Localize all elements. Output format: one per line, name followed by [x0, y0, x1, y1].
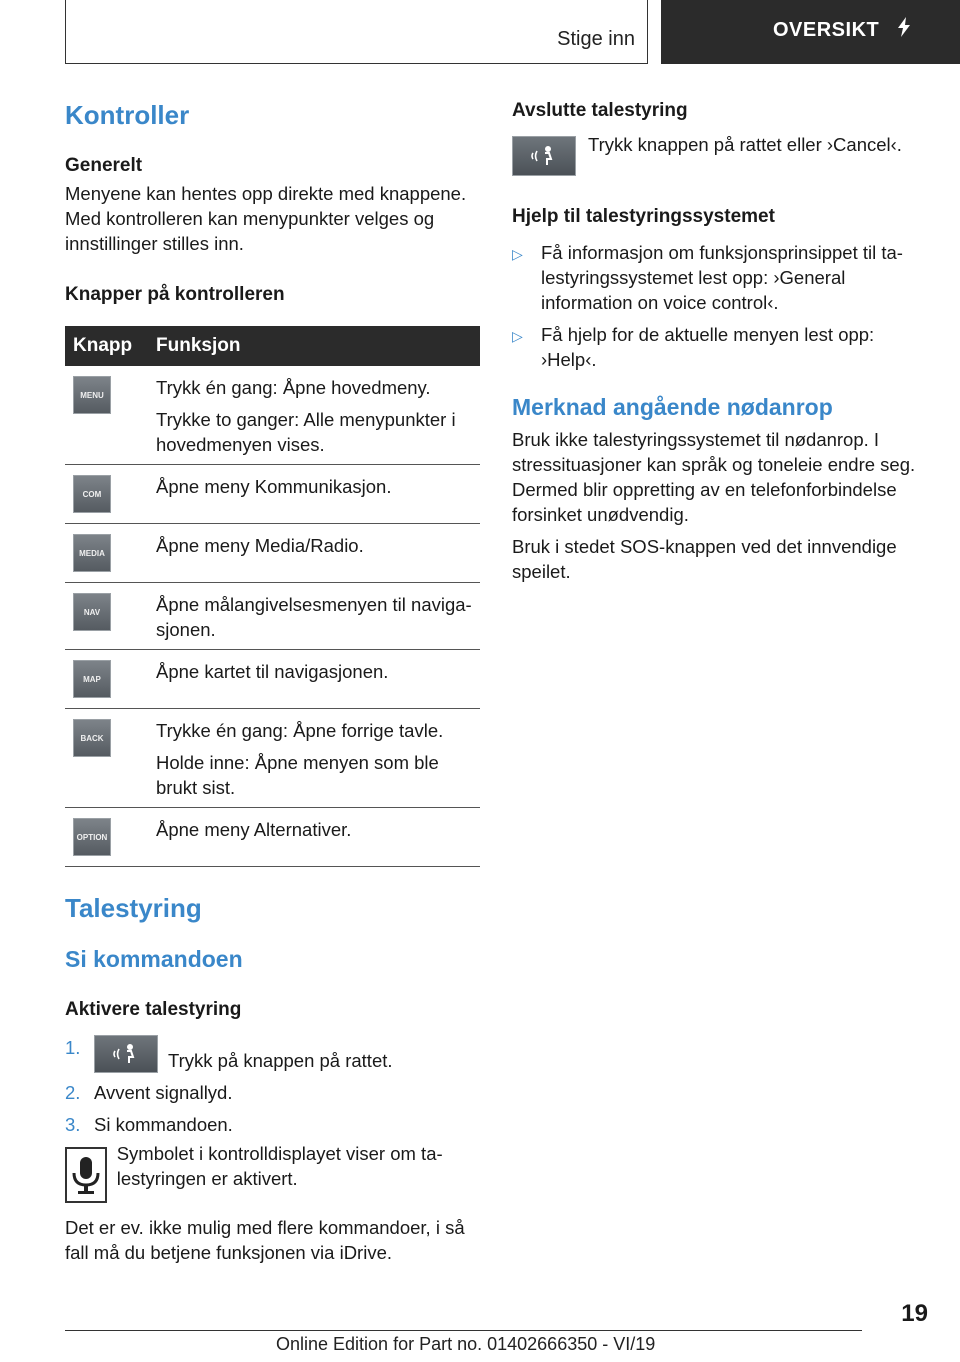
section-title-voice-control: Talestyring [65, 893, 202, 923]
controller-key-icon: NAV [73, 593, 111, 631]
step-number: 3. [65, 1114, 81, 1135]
voice-button-icon [94, 1035, 158, 1073]
controller-key-icon: MAP [73, 660, 111, 698]
edition-text: Online Edition for Part no. 01402666350 - VI/19 [276, 1334, 656, 1354]
controller-key-icon: OPTION [73, 818, 111, 856]
controller-key-icon: MENU [73, 376, 111, 414]
header-box [65, 0, 648, 64]
symbol-text: Symbolet i kontrolldisplayet viser om talestyringen er aktivert. [116, 1143, 443, 1189]
key-function-text: Åpne meny Alternativer. [156, 819, 352, 840]
list-item [65, 1112, 480, 1137]
table-row [65, 583, 480, 650]
table-row [65, 366, 480, 465]
end-voice-row [512, 136, 932, 176]
table-row [65, 524, 480, 583]
microphone-icon [65, 1147, 107, 1203]
controller-key-icon: BACK [73, 719, 111, 757]
key-function-text: Trykk én gang: Åpne hovedmeny. [156, 377, 431, 398]
symbol-note [65, 1143, 480, 1203]
key-function-text: Holde inne: Åpne menyen som ble brukt sist. [156, 752, 439, 798]
step-number: 1. [65, 1037, 81, 1058]
emergency-text-2: Bruk i stedet SOS-knappen ved det innvendige speilet. [512, 536, 897, 582]
left-column [65, 100, 480, 1265]
heading-general: Generelt [65, 155, 143, 176]
overview-button[interactable] [661, 0, 960, 64]
general-text: Menyene kan hentes opp direkte med knappene. Med kontrolleren kan menypunkter velges og innstillinger stilles inn. [65, 183, 467, 254]
table-row [65, 709, 480, 808]
table-row [65, 650, 480, 709]
heading-end-voice: Avslutte talestyring [512, 100, 688, 121]
voice-button-icon [512, 136, 576, 176]
step-number: 2. [65, 1082, 81, 1103]
controller-key-icon: COM [73, 475, 111, 513]
key-function-text: Åpne meny Media/Radio. [156, 535, 364, 556]
heading-activate-voice: Aktivere talestyring [65, 999, 242, 1020]
key-function-text: Åpne kartet til navigasjonen. [156, 661, 389, 682]
list-item [65, 1035, 480, 1073]
help-item-text: Få informasjon om funksjonsprinsippet til talestyringssystemet lest opp: ›General information on voice control‹. [541, 242, 903, 313]
step-text: Avvent signallyd. [94, 1082, 233, 1103]
heading-controller-buttons: Knapper på kontrolleren [65, 284, 285, 305]
help-item-text: Få hjelp for de aktuelle menyen lest opp: ›Help‹. [541, 324, 875, 370]
note-text: Det er ev. ikke mulig med flere kommandoer, i så fall må du betjene funksjonen via iDrive. [65, 1217, 465, 1263]
step-text: Trykk på knappen på rattet. [168, 1050, 393, 1071]
key-function-text: Trykke to ganger: Alle menypunkter i hovedmenyen vises. [156, 409, 456, 455]
voice-help-list [512, 240, 932, 372]
heading-voice-help: Hjelp til talestyringssystemet [512, 206, 775, 227]
page-number: 19 [901, 1300, 928, 1327]
list-item [512, 240, 932, 315]
section-title-controller: Kontroller [65, 100, 190, 130]
section-tab-label[interactable]: Stige inn [557, 28, 635, 50]
key-function-text: Trykke én gang: Åpne forrige tavle. [156, 720, 444, 741]
key-function-text: Åpne meny Kommunikasjon. [156, 476, 392, 497]
right-column [512, 100, 932, 584]
section-title-emergency: Merknad angående nødanrop [512, 394, 833, 420]
table-header-key: Knapp [65, 326, 156, 366]
overview-label: OVERSIKT [773, 18, 880, 41]
controller-buttons-table [65, 326, 480, 867]
table-row [65, 808, 480, 867]
triangle-bullet-icon: ▷ [512, 328, 523, 344]
subtitle-say-command: Si kommandoen [65, 946, 243, 972]
table-header-function: Funksjon [156, 326, 480, 366]
controller-key-icon: MEDIA [73, 534, 111, 572]
activation-steps [65, 1035, 480, 1137]
list-item [512, 322, 932, 372]
triangle-bullet-icon: ▷ [512, 246, 523, 262]
end-voice-text: Trykk knappen på rattet eller ›Cancel‹. [588, 134, 902, 155]
step-text: Si kommandoen. [94, 1114, 233, 1135]
footer-divider [65, 1330, 862, 1331]
table-row [65, 465, 480, 524]
list-item [65, 1080, 480, 1105]
lightning-icon [893, 16, 915, 44]
key-function-text: Åpne målangivelsesmenyen til navigasjonen. [156, 594, 472, 640]
emergency-text-1: Bruk ikke talestyringssystemet til nødanrop. I stressituasjoner kan språk og toneleie endre seg. Dermed blir oppretting av en telefonforbindelse forsinket unødvendig. [512, 429, 916, 525]
